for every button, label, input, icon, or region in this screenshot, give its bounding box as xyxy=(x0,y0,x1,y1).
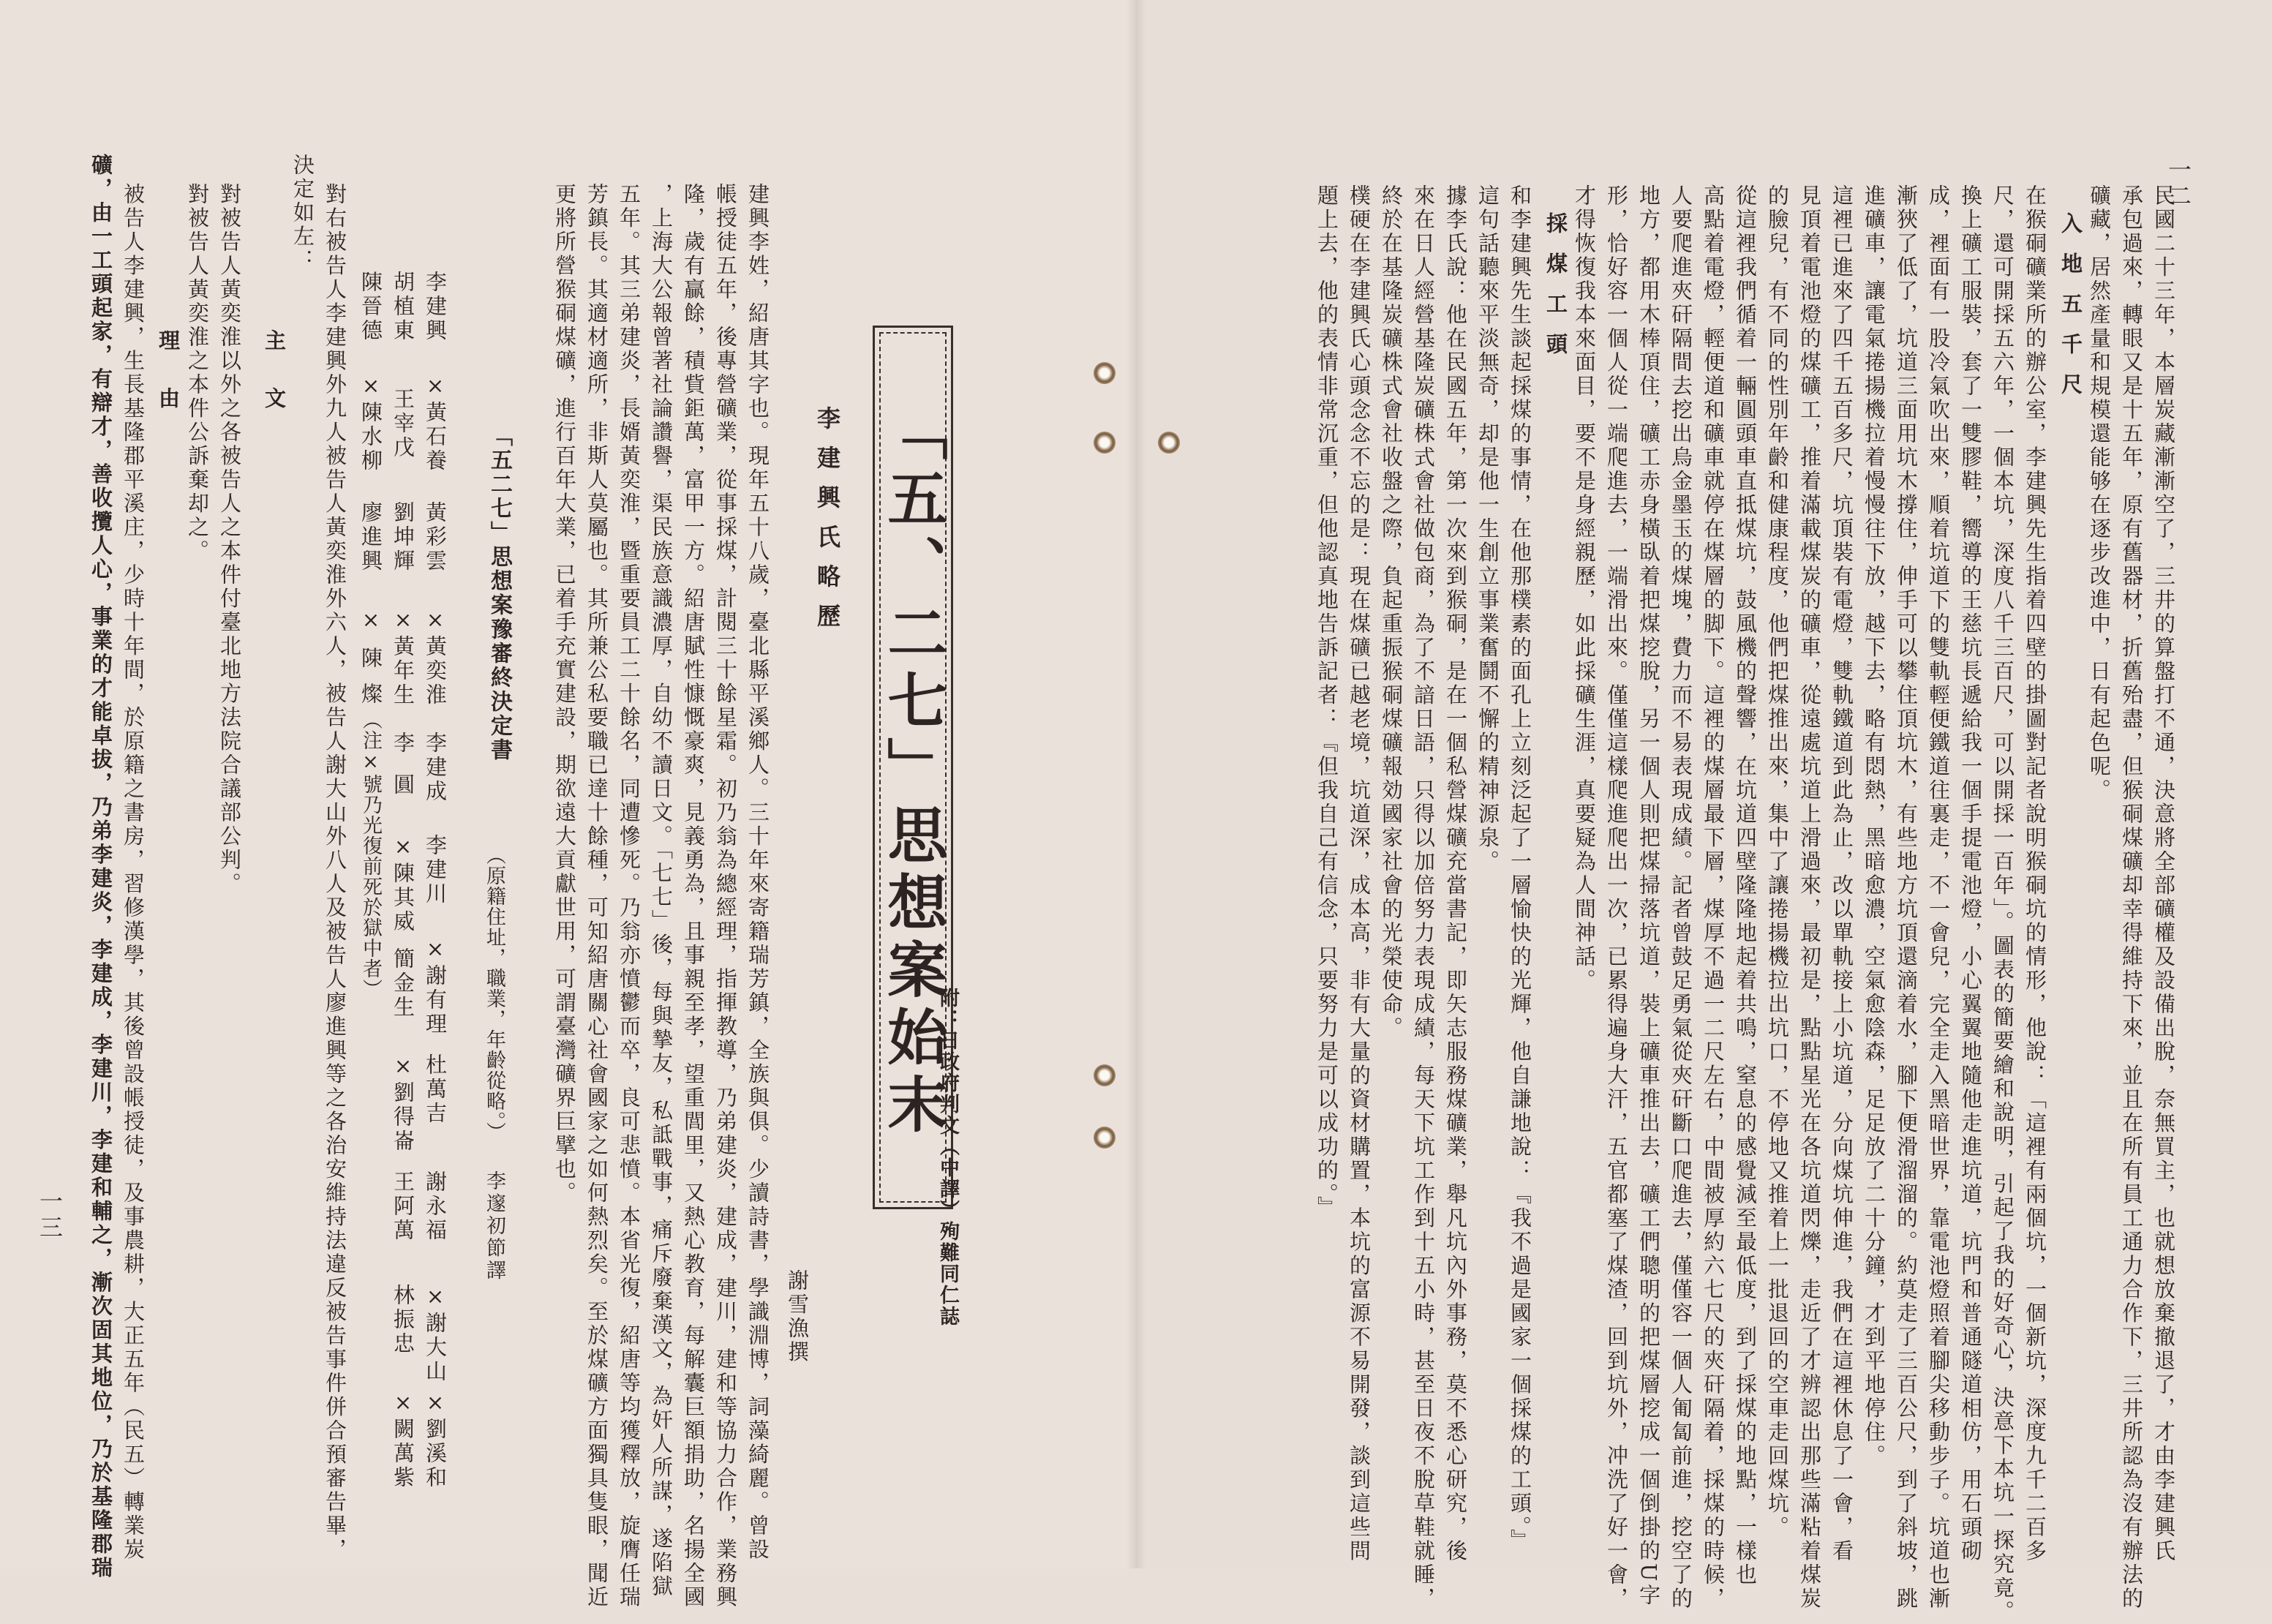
page-number-right: 一二 xyxy=(2164,157,2192,210)
defendant-name: ×謝大山 xyxy=(423,1284,448,1384)
section-heading-entry: 入地五千尺 xyxy=(2058,212,2083,413)
text-column: 和李建興先生談起採煤的事情，在他那樸素的面孔上立刻泛起了一層愉快的光輝，他自謙地說：『我不過是國家一個採煤的工頭。』 xyxy=(1508,184,1532,1553)
defendant-death-note: （注×號乃光復前死於獄中者） xyxy=(359,710,382,999)
text-column: 見頂着電池燈的煤礦工，推着滿載煤炭的礦車，從遠處坑道上滑過來，最初是，點點星光在各坑道閃爍，走近了才辨認出那些滿粘着煤炭 xyxy=(1797,184,1822,1611)
page-number-left: 一三 xyxy=(36,1189,64,1241)
verdict-text-column: 決定如左： xyxy=(290,154,315,273)
article-title: 「五、二七」思想案始末 xyxy=(878,400,948,1140)
bio-text-column: 帳授徒五年，後專營礦業，從事採煤，計閱三十餘星霜。初乃翁為總經理，指揮教導，乃弟建炎，建成，建川，建和等協力合作，業務興 xyxy=(713,183,738,1609)
text-column: 形，恰好容一個人從一端爬進去，一端滑出來。僅僅這樣爬進爬出一次，已累得遍身大汗，五官都塞了煤渣，回到坑外，冲洗了好一會， xyxy=(1604,184,1629,1611)
defendant-name: ×黃奕淮 xyxy=(423,607,448,707)
bio-text-column: 芳鎮長。其適材適所，非斯人莫屬也。其所兼公私要職已達十餘種，可知紹唐關心社會國家之如何熱烈矣。至於煤礦方面獨具隻眼，聞近 xyxy=(584,183,609,1609)
text-column: 民國二十三年，本層炭藏漸漸空了，三井的算盤打不通，決意將全部礦權及設備出脫，奈無買主，也就想放棄撤退了，才由李建興氏 xyxy=(2151,184,2176,1563)
defendant-name: ×劉溪和 xyxy=(423,1390,448,1490)
text-column: 這裡已進來了四千五百多尺，坑頂裝有電燈，雙軌鐵道到此為止，改以單軌接上小坑道，分向煤坑伸進，我們在這裡休息了一會，看 xyxy=(1829,184,1854,1563)
text-column: 據李氏說：他在民國五年，第一次來到猴硐，是在一個私營煤礦充當書記，即矢志服務煤礦業，舉凡坑內外事務，莫不悉心研究，後 xyxy=(1443,184,1468,1563)
text-column: 終於在基隆炭礦株式會社收盤之際，負起重振猴硐煤礦報効國家社會的光榮使命。 xyxy=(1379,184,1404,1040)
bio-heading: 李建興氏略歷 xyxy=(813,406,841,643)
binding-hole xyxy=(1094,1127,1116,1149)
translator-credit: 李邃初節譯 xyxy=(483,1170,505,1282)
verdict-text-column: 對右被告人李建興外九人被告人黃奕淮外六人，被告人謝大山外八人及被告人廖進興等之各治安維持法違反被告事件併合預審告畢， xyxy=(323,183,347,1562)
defendant-name: 李建興 xyxy=(423,271,448,343)
defendant-name: 謝永福 xyxy=(423,1170,448,1243)
bio-text-column: ，上海大公報曾著社論讚譽，渠民族意識濃厚，自幼不讀日文。「七七」後，每與摯友，私詆戰事，痛斥廢棄漢文，為奸人所謀，遂陷獄 xyxy=(649,183,674,1599)
text-column: 成，裡面有一股冷氣吹出來，順着坑道下的雙軌輕便鐵道往裏走，不一會兒，完全走入黑暗世界，靠電池燈照着腳尖移動步子。坑道也漸 xyxy=(1926,184,1951,1611)
text-column: 地方，都用木棒頂住，礦工赤身橫臥着把煤挖脫，另一個人則把煤掃落坑道，裝上礦車推出去，礦工們聰明的把煤層挖成一個倒掛的U字 xyxy=(1636,184,1661,1608)
text-column: 這句話聽來平淡無奇，却是他一生創立事業奮鬪不懈的精神源泉。 xyxy=(1475,184,1500,874)
defendant-name: ×闕萬紫 xyxy=(391,1390,415,1490)
binding-hole xyxy=(1158,432,1180,454)
text-column: 進礦車，讓電氣捲揚機拉着慢慢往下放，越下去，略有悶熱，黑暗愈濃，空氣愈陰森，足足放了二十分鐘，才到平地停住。 xyxy=(1862,184,1887,1468)
text-column: 高點着電燈，輕便道和礦車就停在煤層的脚下。這裡的煤層最下層，煤厚不過一二尺左右，中間被厚約六七尺的夾矸隔着，採煤的時候， xyxy=(1701,184,1726,1611)
text-column: 在猴硐礦業所的辦公室，李建興先生指着四壁的掛圖對記者說明猴硐坑的情形，他說：「這裡有兩個坑，一個新坑，深度九千二百多 xyxy=(2023,184,2047,1563)
defendant-name: 王阿萬 xyxy=(391,1170,415,1243)
text-column: 礦藏，居然產量和規模還能够在逐步改進中，日有起色呢。 xyxy=(2087,184,2112,802)
reason-heading: 理由 xyxy=(156,329,181,445)
defendant-name: 林振忠 xyxy=(391,1284,415,1356)
text-column: 從這裡我們循着一輛圓頭車直抵煤坑，鼓風機的聲響，在坑道四壁隆隆地起着共鳴，窒息的感覺減至最低度，到了採煤的地點，一樣也 xyxy=(1733,184,1758,1587)
defendant-name: 陳晉德 xyxy=(358,271,383,343)
defendant-name: 劉坤輝 xyxy=(391,501,415,574)
text-column: 漸狹了低了，坑道三面用坑木撐住，伸手可以攀住頂坑木，有些地方坑頂還滴着水，腳下便滑溜溜的。約莫走了三百公尺，到了斜坡，跳 xyxy=(1894,184,1919,1611)
defendant-name: 黃彩雲 xyxy=(423,501,448,574)
bio-text-column: 建興李姓，紹唐其字也。現年五十八歲，臺北縣平溪鄉人。三十年來寄籍瑞芳鎮，全族與俱。少讀詩書，學識淵博，詞藻綺麗。曾設 xyxy=(745,183,770,1562)
defendant-name: 李建成 xyxy=(423,732,448,804)
attachment-note: 附：日政府判文（中譯）殉難同仁誌 xyxy=(936,988,959,1327)
defendant-name: 廖進興 xyxy=(358,501,383,574)
defendant-name: ×陳燦 xyxy=(358,607,383,718)
verdict-note: （原籍住址，職業，年齡從略。） xyxy=(483,845,505,1143)
defendant-name: 王宰戊 xyxy=(391,388,415,460)
defendant-name: ×謝有理 xyxy=(423,936,448,1037)
text-column: 樸硬在李建興氏心頭念念不忘的是：現在煤礦已越老境，坑道深，成本高，非有大量的資材購置，本坑的富源不易開發，談到這些問 xyxy=(1347,184,1372,1563)
bio-author: 謝雪漁撰 xyxy=(785,1269,810,1364)
book-gutter xyxy=(1126,0,1146,1568)
binding-hole xyxy=(1094,1064,1116,1086)
binding-hole xyxy=(1094,362,1116,384)
text-column: 承包過來，轉眼又是十五年，原有舊器材，折舊殆盡，但猴硐煤礦却幸得維持下來，並且在所有員工通力合作下，三井所認為沒有辦法的 xyxy=(2119,184,2144,1611)
text-column: 換上礦工服裝，套了一雙膠鞋，嚮導的王慈坑長遞給我一個手提電池燈，小心翼翼地隨他走進坑道，坑門和普通隧道相仿，用石頭砌 xyxy=(1958,184,1983,1563)
text-column: 來在日人經營基隆炭礦株式會社做包商，為了不諳日語，只得以加倍努力表現成績，每天下坑工作到十五小時，甚至日夜不脫草鞋就睡， xyxy=(1411,184,1436,1611)
defendant-name: 簡金生 xyxy=(391,947,415,1020)
defendant-name: 李建川 xyxy=(423,834,448,906)
text-column: 題上去，他的表情非常沉重，但他認真地告訴記者：『但我自己有信念，只要努力是可以成功的。』 xyxy=(1314,184,1339,1220)
bio-text-column: 五年。其三弟建炎，長婿黃奕淮，暨重要員工二十餘名，同遭慘死。乃翁亦憤鬱而卒，良可悲憤。本省光復，紹唐等均獲釋放，旋膺任瑞 xyxy=(617,183,642,1609)
section-heading-boss: 採煤工頭 xyxy=(1543,212,1568,373)
main-text-column: 對被告人黃奕淮以外之各被告人之本件付臺北地方法院合議部公判。 xyxy=(217,183,242,896)
bio-text-column: 隆，歲有贏餘，積貲鉅萬，富甲一方。紹唐賦性慷慨豪爽，見義勇為，且事親至孝，望重閭里，又熱心教育，每解囊巨額捐助，名揚全國 xyxy=(681,183,706,1609)
defendant-name: ×陳水柳 xyxy=(358,373,383,473)
defendant-name: 胡植東 xyxy=(391,271,415,343)
defendant-name: ×黃年生 xyxy=(391,607,415,707)
binding-hole xyxy=(1094,432,1116,454)
main-heading: 主文 xyxy=(262,329,287,445)
defendant-name: 李圓 xyxy=(391,732,415,815)
reason-text-column: 被告人李建興，生長基隆郡平溪庄，少時十年間，於原籍之書房，習修漢學，其後曾設帳授徒，及事農耕，大正五年（民五）轉業炭 xyxy=(121,183,146,1562)
text-column: 的臉兒，有不同的性別年齡和健康程度，他們把煤推出來，集中了讓捲揚機拉出坑口，不停地又推着上一批退回的空車走回煤坑。 xyxy=(1765,184,1790,1540)
defendant-name: 杜萬吉 xyxy=(423,1053,448,1126)
defendant-name: ×黃石養 xyxy=(423,373,448,473)
text-column: 人要爬進夾矸隔間去挖出烏金墨玉的煤塊，費力而不易表現成績。記者曾鼓足勇氣從夾矸斷口爬進去，僅僅容一個人匍匐前進，挖空了的 xyxy=(1669,184,1693,1611)
bio-text-column: 更將所營猴硐煤礦，進行百年大業，已着手充實建設，期欲遠大貢獻世用，可謂臺灣礦界巨擘也。 xyxy=(552,183,577,1206)
reason-text-column: 礦，由一工頭起家，有辯才，善收攬人心，事業的才能卓拔，乃弟李建炎，李建成，李建川，李建和輔之，漸次固其地位，乃於基隆郡瑞 xyxy=(89,154,113,1580)
defendant-name: ×陳其威 xyxy=(391,834,415,934)
main-text-column: 對被告人黃奕淮之本件公訴棄却之。 xyxy=(185,183,210,563)
text-column: 才得恢復我本來面目，要不是身經親歷，如此採礦生涯，真要疑為人間神話。 xyxy=(1572,184,1597,993)
defendant-name: ×劉得崙 xyxy=(391,1053,415,1154)
text-column: 尺，還可開採五六年，一個本坑，深度八千三百尺，可以開採一百年」。圖表的簡要繪和說明，引起了我的好奇心，決意下本坑一探究竟。 xyxy=(1990,184,2015,1624)
verdict-title: 「五二七」思想案豫審終決定書 xyxy=(486,424,512,762)
